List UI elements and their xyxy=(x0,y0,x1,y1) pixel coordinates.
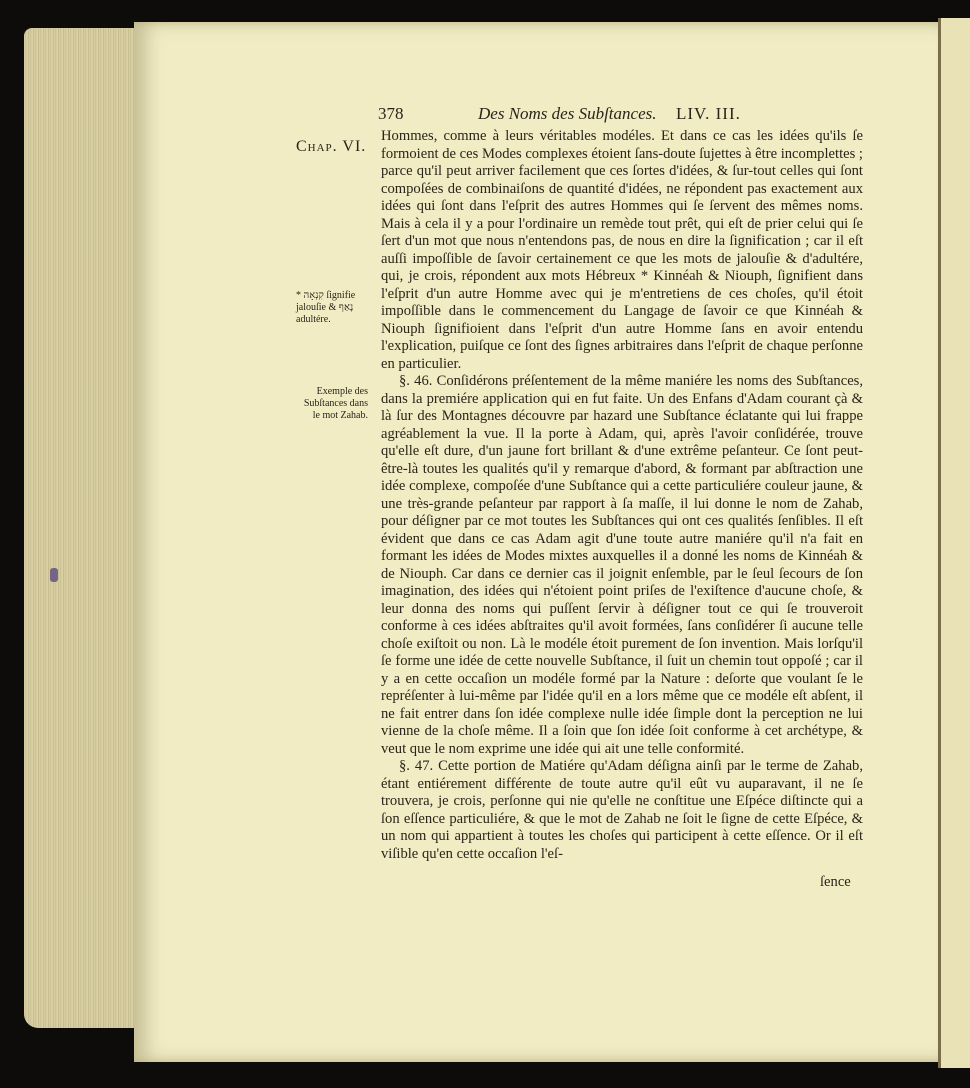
page-number: 378 xyxy=(378,104,404,123)
book-number: LIV. III. xyxy=(676,104,741,123)
facing-page-edge xyxy=(938,18,970,1068)
ink-smudge xyxy=(50,568,58,582)
margin-summary: Exemple des Subſtances dans le mot Zahab. xyxy=(303,386,368,421)
body-text xyxy=(381,128,863,863)
book-page-edges xyxy=(24,28,144,1028)
running-head xyxy=(378,104,768,128)
paragraph: Hommes, comme à leurs véritables modéles. Et dans ce cas les idées qu'ils ſe formoient de ces Modes complexes étoient ſans-doute ſujettes à être incomplettes ; parce qu'il peut arriver facilement que ces ſortes d'idées, & ſur-tout celles qui ſont compoſées de combinaiſons de quantité d'idées, ne répondent pas exactement aux idées qui ſont dans l'eſprit des autres Hommes qui ſe ſervent des mêmes noms. Mais à cela il y a pour l'ordinaire un remède tout prêt, qui eſt de prier celui qui ſe ſert d'un mot que nous n'entendons pas, de nous en dire la ſignification ; car il eſt auſſi impoſſible de ſavoir certainement ce que les mots de jalouſie & d'adultére, qui, je crois, répondent aux mots Hébreux * Kinnéah & Niouph, ſignifient dans l'eſprit d'un autre Homme avec qui je m'entretiens de ces choſes, qu'il étoit impoſſible dans le commencement du Langage de ſavoir ce que Kinnéah & Niouph ſignifioient dans l'eſprit d'un autre Homme ſans en avoir entendu l'explication, puiſque ce ſont des ſignes arbitraires dans l'eſprit de chaque perſonne en particulier. xyxy=(381,128,863,372)
paragraph-section-46: §. 46. Conſidérons préſentement de la même maniére les noms des Subſtances, dans la premiére application qui en fut faite. Un des Enfans d'Adam courant çà & là ſur des Montagnes découvre par hazard une Subſtance éclatante qui lui frappe agréablement la vue. Il la porte à Adam, qui, après l'avoir conſidérée, trouve qu'elle eſt dure, d'un jaune fort brillant & d'une extrême peſanteur. Ce ſont peut-être-là toutes les qualités qu'il y remarque d'abord, & formant par abſtraction une idée complexe, compoſée d'une Subſtance qui a cette particuliére couleur jaune, & une très-grande peſanteur par rapport à ſa maſſe, il lui donne le nom de Zahab, pour déſigner par ce mot toutes les Subſtances qui ont ces qualités ſenſibles. Il eſt évident que dans ce cas Adam agit d'une toute autre maniére qu'il n'a fait en formant les idées de Modes mixtes auxquelles il a donné les noms de Kinnéah & de Niouph. Car dans ce dernier cas il joignit enſemble, par le ſeul ſecours de ſon imagination, des idées qui n'étoient point priſes de l'exiſtence d'aucune choſe, & leur donna des noms qui puſſent ſervir à déſigner tout ce qui ſe trouveroit conforme à ces idées abſtraites qu'il avoit formées, ſans conſidérer ſi aucune telle choſe exiſtoit ou non. Là le modéle étoit purement de ſon invention. Mais lorſqu'il ſe forme une idée de cette nouvelle Subſtance, il ſuit un chemin tout oppoſé ; car il y a en cette occaſion un modéle formé par la Nature : deſorte que voulant ſe le repréſenter à lui-même par l'idée qu'il en a lors même que ce modéle eſt abſent, il ne fait entrer dans ſon idée complexe nulle idée ſimple dont la perception ne lui vienne de la choſe même. Il a ſoin que ſon idée ſoit conforme à cet archétype, & veut que le nom exprime une idée qui ait une telle conformité. xyxy=(381,373,863,757)
chapter-label: Chap. VI. xyxy=(296,138,367,155)
running-title: Des Noms des Subſtances. xyxy=(478,104,657,123)
paragraph-section-47: §. 47. Cette portion de Matiére qu'Adam déſigna ainſi par le terme de Zahab, étant entiérement différente de toute autre qu'il eût vu auparavant, il ne ſe trouvera, je crois, perſonne qui nie qu'elle ne conſtitue une Eſpéce diſtincte qui a ſon eſſence particuliére, & que le mot de Zahab ne ſoit le ſigne de cette Eſpéce, & un nom qui appartient à toutes les choſes qui participent à cette eſſence. Or il eſt viſible qu'en cette occaſion l'eſ- xyxy=(381,758,863,862)
catchword: ſence xyxy=(820,874,851,890)
margin-footnote: * קִנְאָה ſignifie jalouſie & נָאַף adultére. xyxy=(296,290,356,325)
